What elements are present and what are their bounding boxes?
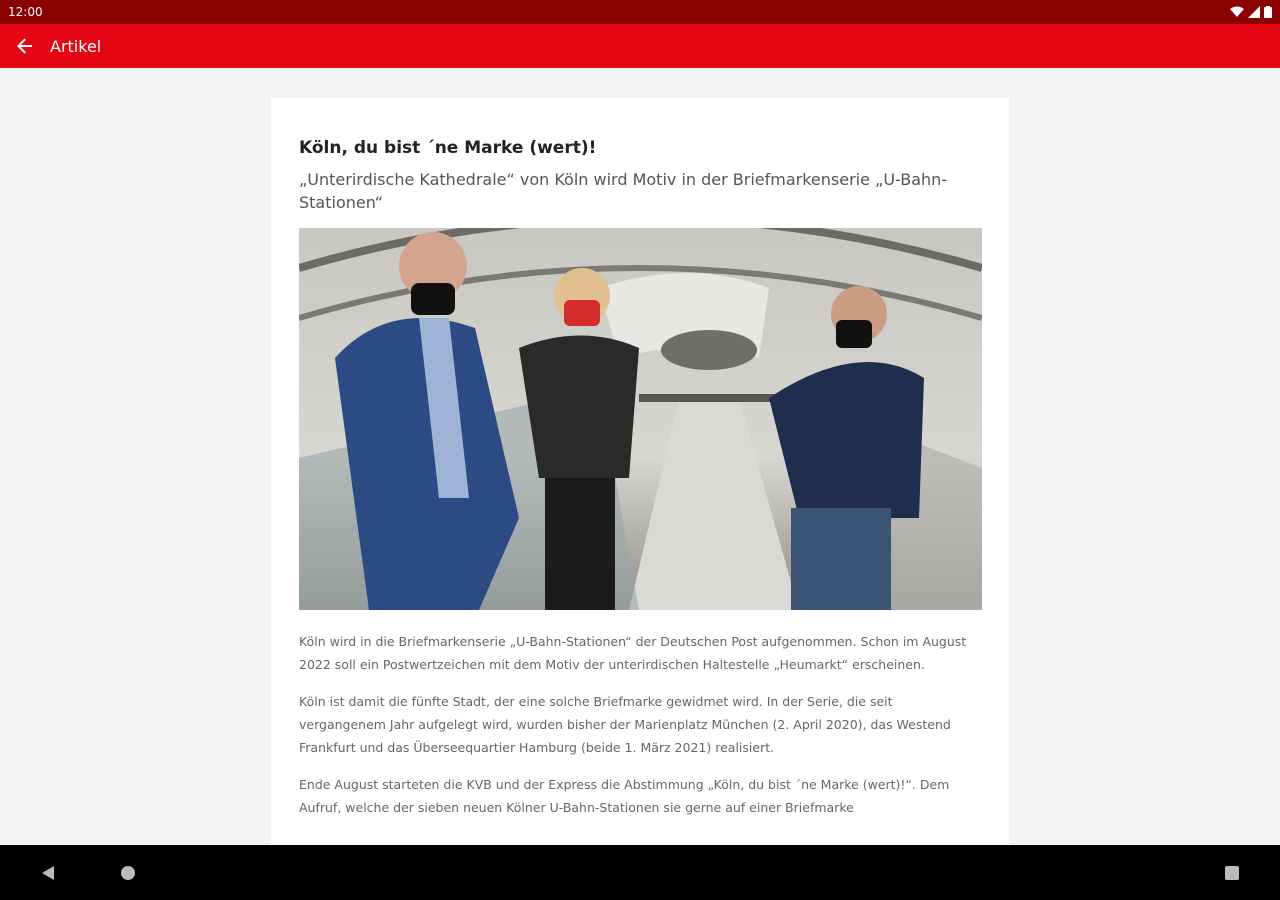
status-time: 12:00: [8, 5, 43, 19]
signal-icon: [1248, 6, 1260, 18]
article-subline: „Unterirdische Kathedrale“ von Köln wird Motiv in der Briefmarkenserie „U-Bahn-Stationen“: [299, 170, 948, 212]
circle-home-icon: [120, 865, 136, 881]
status-bar: [0, 0, 1280, 24]
navigation-bar: [0, 845, 1280, 900]
square-recents-icon: [1224, 865, 1240, 881]
battery-icon: [1264, 6, 1272, 18]
article-scroll-area[interactable]: [0, 68, 1280, 845]
article-paragraph: Ende August starteten die KVB und der Express die Abstimmung „Köln, du bist ´ne Marke (wert)!“. Dem Aufruf, welche der sieben neuen Kölner U-Bahn-Stationen sie gerne auf einer Briefmarke: [299, 777, 950, 815]
nav-recents-button[interactable]: [1202, 845, 1262, 900]
nav-back-button[interactable]: [18, 845, 78, 900]
arrow-back-icon: [16, 37, 34, 55]
triangle-back-icon: [41, 865, 55, 881]
article-photo[interactable]: [299, 228, 982, 610]
article-paragraph: Köln ist damit die fünfte Stadt, der eine solche Briefmarke gewidmet wird. In der Serie, die seit vergangenem Jahr aufgelegt wird, wurden bisher der Marienplatz München (2. April 2020), das Westend Frankfurt und das Überseequartier Hamburg (beide 1. März 2021) realisiert.: [299, 694, 951, 755]
article-paragraph: Köln wird in die Briefmarkenserie „U-Bahn-Stationen“ der Deutschen Post aufgenommen. Schon im August 2022 soll ein Postwertzeichen mit dem Motiv der unterirdischen Haltestelle „Heumarkt“ erscheinen.: [299, 634, 967, 672]
article-card: [271, 98, 1009, 845]
status-icons: [1230, 6, 1272, 18]
app-title: Artikel: [50, 36, 102, 56]
nav-home-button[interactable]: [98, 845, 158, 900]
article-headline: Köln, du bist ´ne Marke (wert)!: [299, 138, 597, 158]
back-button[interactable]: [0, 24, 50, 68]
wifi-icon: [1230, 6, 1244, 18]
app-bar: [0, 24, 1280, 68]
